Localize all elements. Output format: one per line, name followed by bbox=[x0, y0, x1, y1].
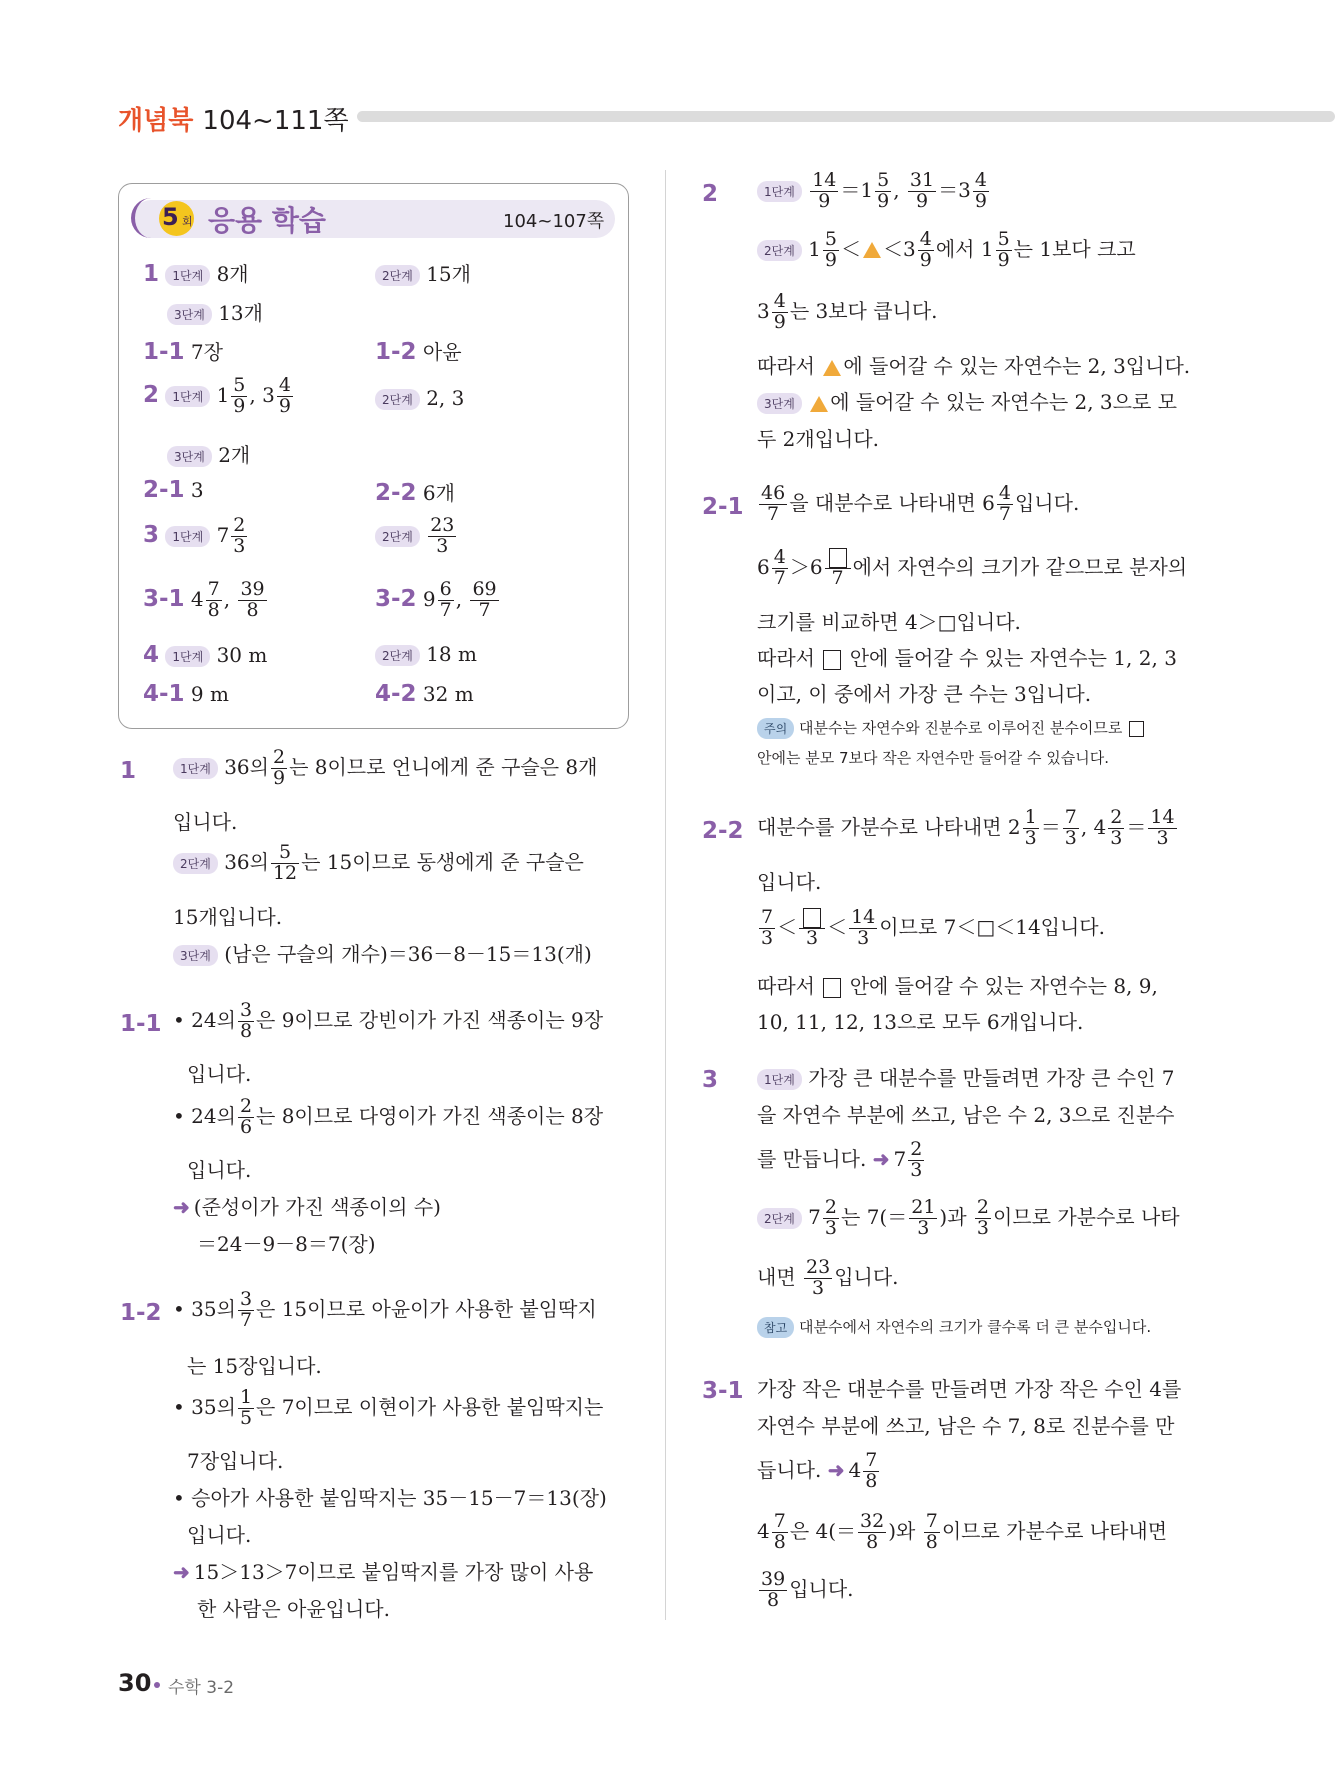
arrow-right-icon: ➜ bbox=[173, 1195, 190, 1219]
step-badge: 2단계 bbox=[757, 1208, 802, 1229]
box-row-1-step3 bbox=[167, 297, 263, 326]
problem-number: 4-2 bbox=[375, 681, 417, 707]
explanation-line: 한 사람은 아윤입니다. bbox=[197, 1597, 390, 1621]
step-badge: 2단계 bbox=[757, 240, 802, 261]
header-book-label: 개념북 bbox=[118, 106, 194, 136]
explanation-line: 입니다. bbox=[187, 1523, 252, 1547]
fraction: $\frac{2}{3}$ bbox=[233, 514, 246, 557]
blank-box-icon bbox=[1129, 721, 1144, 737]
step-badge: 1단계 bbox=[165, 526, 210, 547]
explanation-line: 10, 11, 12, 13으로 모두 6개입니다. bbox=[757, 1010, 1084, 1034]
problem-number: 1-2 bbox=[120, 1300, 162, 1326]
step-badge: 2단계 bbox=[375, 389, 420, 410]
explanation-line: • 24의 $\frac{2}{6}$ 는 8이므로 다영이가 가진 색종이는 8장 bbox=[173, 1095, 604, 1138]
step-badge: 1단계 bbox=[165, 265, 210, 286]
step-badge: 1단계 bbox=[757, 181, 802, 202]
header-page-range: 104~111쪽 bbox=[202, 106, 349, 136]
fraction: $\frac{4}{9}$ bbox=[278, 374, 291, 417]
box-row-2-step3 bbox=[167, 439, 250, 468]
fraction: $\frac{5}{9}$ bbox=[233, 374, 246, 417]
explanation-line: 2단계 7 $\frac{2}{3}$ 는 7(＝ $\frac{21}{3}$ )과 $\frac{2}{3}$ 이므로 가분수로 나타 bbox=[757, 1198, 1180, 1239]
caution-note: 안에는 분모 7보다 작은 자연수만 들어갈 수 있습니다. bbox=[757, 749, 1109, 767]
problem-number: 2 bbox=[143, 381, 160, 408]
explanation-line: ＝24－9－8＝7(장) bbox=[197, 1232, 376, 1256]
explanation-line: • 35의 $\frac{3}{7}$ 은 15이므로 아윤이가 사용한 붙임딱지 bbox=[173, 1288, 597, 1331]
box-row-3-2: 3-2 9 $\frac{6}{7}$ , $\frac{69}{7}$ bbox=[375, 578, 497, 621]
reference-note: 참고 대분수에서 자연수의 크기가 클수록 더 큰 분수입니다. bbox=[757, 1316, 1151, 1338]
explanation-line: ➜ 15＞13＞7이므로 붙임딱지를 가장 많이 사용 bbox=[173, 1560, 594, 1584]
box-row-2: 2 1단계 1 $\frac{5}{9}$ , 3 $\frac{4}{9}$ bbox=[143, 374, 291, 417]
box-row-4-step2 bbox=[375, 642, 477, 666]
fraction: $\frac{5}{12}$ bbox=[272, 841, 298, 884]
problem-number: 1-1 bbox=[143, 339, 185, 365]
answer-value: 2개 bbox=[218, 443, 251, 467]
arrow-right-icon: ➜ bbox=[173, 1560, 190, 1584]
explanation-line: 입니다. bbox=[187, 1062, 252, 1086]
arrow-right-icon: ➜ bbox=[872, 1146, 890, 1171]
answer-value: 30 m bbox=[216, 643, 268, 667]
problem-number: 3-1 bbox=[702, 1378, 744, 1404]
box-title: 응용 학습 bbox=[208, 204, 326, 237]
mixed-whole: 3 bbox=[262, 382, 275, 407]
explanation-line: 를 만듭니다. ➜ 7 $\frac{2}{3}$ bbox=[757, 1138, 923, 1181]
round-number: 5 bbox=[162, 203, 179, 231]
note-badge: 참고 bbox=[757, 1317, 794, 1338]
problem-number: 2-1 bbox=[143, 477, 185, 503]
explanation-line: 는 15장입니다. bbox=[187, 1354, 322, 1378]
explanation-line: 크기를 비교하면 4＞□입니다. bbox=[757, 610, 1021, 634]
box-row-3 bbox=[143, 516, 249, 557]
explanation-line: • 승아가 사용한 붙임딱지는 35－15－7＝13(장) bbox=[173, 1486, 607, 1510]
explanation-line: • 35의 $\frac{1}{5}$ 은 7이므로 이현이가 사용한 붙임딱지는 bbox=[173, 1386, 604, 1429]
problem-number: 3 bbox=[143, 521, 160, 548]
problem-number: 2-1 bbox=[702, 494, 744, 520]
box-row-3-step2 bbox=[375, 516, 458, 557]
explanation-line: $\frac{7}{3}$ ＜ 3 ＜ $\frac{14}{3}$ 이므로 7＜□＜14입니다. bbox=[761, 906, 1105, 949]
triangle-icon bbox=[810, 396, 828, 412]
explanation-line: 을 자연수 부분에 쓰고, 남은 수 2, 3으로 진분수 bbox=[757, 1103, 1175, 1127]
box-row-2-2 bbox=[375, 477, 455, 506]
triangle-icon bbox=[863, 242, 881, 258]
explanation-line: 자연수 부분에 쓰고, 남은 수 7, 8로 진분수를 만 bbox=[757, 1414, 1175, 1438]
fraction: $\frac{3}{8}$ bbox=[239, 999, 253, 1042]
explanation-line: 가장 작은 대분수를 만들려면 가장 작은 수인 4를 bbox=[757, 1377, 1182, 1401]
explanation-line: 1단계 가장 큰 대분수를 만들려면 가장 큰 수인 7 bbox=[757, 1062, 1175, 1091]
explanation-line: 이고, 이 중에서 가장 큰 수는 3입니다. bbox=[757, 682, 1092, 706]
answer-value: 15개 bbox=[426, 262, 471, 286]
header-rule bbox=[357, 111, 1335, 122]
explanation-line: $\frac{46}{7}$ 을 대분수로 나타내면 6 $\frac{4}{7}$ 입니다. bbox=[761, 482, 1080, 525]
answer-value: 18 m bbox=[426, 642, 477, 666]
box-row-3-1: 3-1 4 $\frac{7}{8}$ , $\frac{39}{8}$ bbox=[143, 578, 265, 621]
footer-dot bbox=[154, 1682, 160, 1688]
explanation-line: 4 $\frac{7}{8}$ 은 4(＝ $\frac{32}{8}$ )와 $\frac{7}{8}$ 이므로 가분수로 나타내면 bbox=[757, 1510, 1168, 1553]
fraction: $\frac{23}{3}$ bbox=[430, 514, 455, 557]
blank-box-icon bbox=[803, 908, 821, 928]
answer-value: 3 bbox=[190, 478, 204, 502]
explanation-line: 따라서 안에 들어갈 수 있는 자연수는 1, 2, 3 bbox=[757, 646, 1177, 670]
answer-value: 13개 bbox=[218, 301, 263, 325]
box-row-2-1 bbox=[143, 477, 204, 503]
problem-number: 1 bbox=[143, 261, 160, 287]
triangle-icon bbox=[823, 360, 841, 376]
explanation-line: 3 $\frac{4}{9}$ 는 3보다 큽니다. bbox=[757, 290, 938, 333]
page-number: 30 bbox=[118, 1669, 152, 1697]
step-badge: 1단계 bbox=[757, 1069, 802, 1090]
fraction: $\frac{6}{7}$ bbox=[439, 578, 452, 621]
explanation-line: 1단계 36의 $\frac{2}{9}$ 는 8이므로 언니에게 준 구슬은 8개 bbox=[173, 748, 597, 789]
answer-value: 8개 bbox=[216, 262, 249, 286]
box-row-4-1 bbox=[143, 681, 229, 707]
answer-value: 32 m bbox=[422, 682, 474, 706]
box-row-1 bbox=[143, 258, 249, 287]
answer-value: 7장 bbox=[190, 340, 223, 364]
step-badge: 1단계 bbox=[165, 646, 210, 667]
mixed-whole: 7 bbox=[216, 522, 230, 547]
explanation-line: 입니다. bbox=[173, 810, 238, 834]
explanation-line: • 24의 $\frac{3}{8}$ 은 9이므로 강빈이가 가진 색종이는 9장 bbox=[173, 999, 604, 1042]
explanation-line: 입니다. bbox=[757, 870, 822, 894]
explanation-line: 15개입니다. bbox=[173, 905, 283, 929]
explanation-line: ➜ (준성이가 가진 색종이의 수) bbox=[173, 1195, 441, 1219]
explanation-line: 3단계 에 들어갈 수 있는 자연수는 2, 3으로 모 bbox=[757, 386, 1177, 415]
problem-number: 3 bbox=[702, 1067, 719, 1093]
answer-value: 6개 bbox=[422, 481, 455, 505]
blank-box-icon bbox=[829, 548, 847, 568]
fraction: $\frac{39}{8}$ bbox=[240, 578, 265, 621]
problem-number: 3-2 bbox=[375, 585, 417, 612]
step-badge: 1단계 bbox=[165, 386, 210, 407]
explanation-line: 따라서 에 들어갈 수 있는 자연수는 2, 3입니다. bbox=[757, 354, 1191, 378]
note-badge: 주의 bbox=[757, 718, 794, 739]
fraction: $\frac{1}{5}$ bbox=[239, 1386, 253, 1429]
round-suffix: 회 bbox=[182, 215, 193, 228]
step-badge: 2단계 bbox=[375, 645, 420, 666]
fraction: $\frac{2}{9}$ bbox=[272, 746, 286, 789]
step-badge: 3단계 bbox=[167, 446, 212, 467]
problem-number: 2-2 bbox=[375, 480, 417, 506]
box-row-4 bbox=[143, 642, 267, 668]
blank-box-icon bbox=[823, 650, 841, 670]
problem-number: 1 bbox=[120, 758, 137, 784]
caution-note: 주의 대분수는 자연수와 진분수로 이루어진 분수이므로 bbox=[757, 717, 1146, 739]
problem-number: 2 bbox=[702, 181, 719, 207]
fraction: $\frac{7}{8}$ bbox=[207, 578, 220, 621]
fraction: $\frac{69}{7}$ bbox=[472, 578, 497, 621]
fraction: $\frac{2}{6}$ bbox=[239, 1095, 253, 1138]
step-badge: 1단계 bbox=[173, 758, 218, 779]
step-badge: 2단계 bbox=[375, 265, 420, 286]
arrow-right-icon: ➜ bbox=[827, 1457, 845, 1482]
problem-number: 4 bbox=[143, 642, 160, 668]
fraction: $\frac{3}{7}$ bbox=[239, 1288, 253, 1331]
explanation-line: 듭니다. ➜ 4 $\frac{7}{8}$ bbox=[757, 1449, 878, 1492]
book-title: 수학 3-2 bbox=[168, 1678, 235, 1698]
step-badge: 3단계 bbox=[173, 945, 218, 966]
explanation-line: 대분수를 가분수로 나타내면 2 $\frac{1}{3}$ ＝ $\frac{7}{3}$ , 4 $\frac{2}{3}$ ＝ $\frac{14}{3}$ bbox=[757, 806, 1175, 849]
step-badge: 2단계 bbox=[375, 526, 420, 547]
explanation-line: 3단계 (남은 구슬의 개수)＝36－8－15＝13(개) bbox=[173, 938, 592, 967]
problem-number: 3-1 bbox=[143, 585, 185, 612]
step-badge: 2단계 bbox=[173, 853, 218, 874]
problem-number: 4-1 bbox=[143, 681, 185, 707]
problem-number: 1-2 bbox=[375, 339, 417, 365]
answer-value: 9 m bbox=[190, 682, 229, 706]
box-row-1-1 bbox=[143, 336, 223, 365]
mixed-whole: 1 bbox=[216, 382, 230, 407]
explanation-line: 입니다. bbox=[187, 1158, 252, 1182]
column-divider bbox=[665, 170, 666, 1620]
problem-number: 2-2 bbox=[702, 818, 744, 844]
box-row-2-step2 bbox=[375, 386, 464, 410]
explanation-line: 7장입니다. bbox=[187, 1449, 284, 1473]
explanation-line: 2단계 36의 $\frac{5}{12}$ 는 15이므로 동생에게 준 구슬은 bbox=[173, 843, 584, 884]
answer-value: 아윤 bbox=[422, 340, 462, 364]
step-badge: 3단계 bbox=[757, 393, 802, 414]
box-row-4-2 bbox=[375, 681, 474, 707]
explanation-line: 따라서 안에 들어갈 수 있는 자연수는 8, 9, bbox=[757, 974, 1158, 998]
box-row-1-step2 bbox=[375, 258, 471, 287]
explanation-line: 두 2개입니다. bbox=[757, 427, 880, 451]
explanation-line: 6 $\frac{4}{7}$ ＞6 7 에서 자연수의 크기가 같으므로 분자의 bbox=[757, 546, 1188, 589]
explanation-line: 내면 $\frac{23}{3}$ 입니다. bbox=[757, 1256, 899, 1299]
box-row-1-2 bbox=[375, 336, 462, 365]
box-page-range: 104~107쪽 bbox=[503, 211, 605, 232]
explanation-line: 2단계 1 $\frac{5}{9}$ ＜ ＜3 $\frac{4}{9}$ 에서 1 $\frac{5}{9}$ 는 1보다 크고 bbox=[757, 230, 1136, 271]
chapter-header bbox=[118, 100, 349, 137]
explanation-line: 1단계 $\frac{14}{9}$ ＝1 $\frac{5}{9}$ , $\frac{31}{9}$ ＝3 $\frac{4}{9}$ bbox=[757, 171, 991, 212]
blank-box-icon bbox=[823, 978, 841, 998]
answer-value: 2, 3 bbox=[426, 386, 465, 410]
explanation-line: $\frac{39}{8}$ 입니다. bbox=[761, 1568, 854, 1611]
problem-number: 1-1 bbox=[120, 1011, 162, 1037]
step-badge: 3단계 bbox=[167, 304, 212, 325]
